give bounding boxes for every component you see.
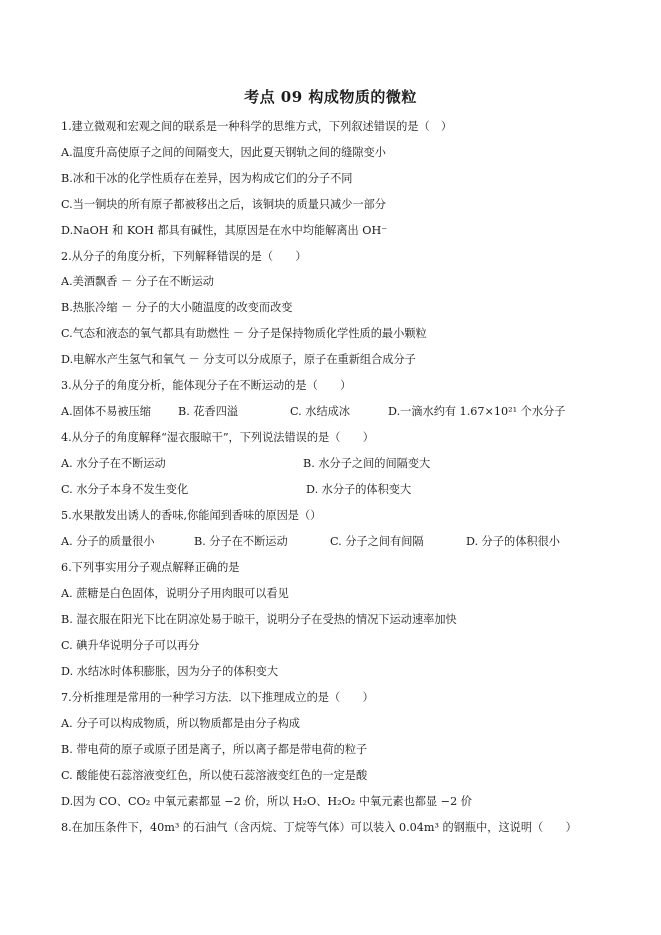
question-3-option-c: C. 水结成冰: [290, 405, 351, 418]
question-4-option-d: D. 水分子的体积变大: [306, 483, 412, 496]
question-2-option-a: A.美酒飘香 － 分子在不断运动: [61, 275, 214, 288]
question-1-option-a: A.温度升高使原子之间的间隔变大，因此夏天钢轨之间的缝隙变小: [61, 146, 386, 159]
question-7-option-c: C. 酸能使石蕊溶液变红色，所以使石蕊溶液变红色的一定是酸: [61, 769, 368, 782]
question-4-stem: 4.从分子的角度解释“湿衣服晾干”，下列说法错误的是（ ）: [61, 431, 374, 444]
question-6-option-b: B. 湿衣服在阳光下比在阴凉处易于晾干，说明分子在受热的情况下运动速率加快: [61, 613, 457, 626]
page-title: 考点 09 构成物质的微粒: [244, 88, 417, 106]
question-3-option-d: D.一滴水约有 1.67×10²¹ 个水分子: [388, 405, 566, 418]
question-3-stem: 3.从分子的角度分析，能体现分子在不断运动的是（ ）: [61, 379, 352, 392]
question-1-option-d: D.NaOH 和 KOH 都具有碱性，其原因是在水中均能解离出 OH⁻: [61, 224, 388, 237]
question-6-option-c: C. 碘升华说明分子可以再分: [61, 639, 200, 652]
question-2-option-b: B.热胀冷缩 － 分子的大小随温度的改变而改变: [61, 301, 293, 314]
question-2-option-d: D.电解水产生氢气和氧气 － 分支可以分成原子，原子在重新组合成分子: [61, 353, 416, 366]
question-6-stem: 6.下列事实用分子观点解释正确的是: [61, 561, 240, 574]
question-5-option-d: D. 分子的体积很小: [466, 535, 560, 548]
question-1-stem: 1.建立微观和宏观之间的联系是一种科学的思维方式，下列叙述错误的是（ ）: [61, 120, 453, 133]
question-2-stem: 2.从分子的角度分析，下列解释错误的是（ ）: [61, 250, 307, 263]
question-4-option-c: C. 水分子本身不发生变化: [61, 483, 189, 496]
question-5-option-b: B. 分子在不断运动: [194, 535, 288, 548]
question-2-option-c: C.气态和液态的氧气都具有助燃性 － 分子是保持物质化学性质的最小颗粒: [61, 327, 427, 340]
question-1-option-b: B.冰和干冰的化学性质存在差异，因为构成它们的分子不同: [61, 172, 353, 185]
question-6-option-a: A. 蔗糖是白色固体，说明分子用肉眼可以看见: [61, 587, 289, 600]
question-3-option-b: B. 花香四溢: [178, 405, 239, 418]
question-4-option-a: A. 水分子在不断运动: [61, 457, 166, 470]
question-5-stem: 5.水果散发出诱人的香味,你能闻到香味的原因是（）: [61, 509, 322, 522]
question-7-option-a: A. 分子可以构成物质，所以物质都是由分子构成: [61, 717, 300, 730]
question-8-stem: 8.在加压条件下，40m³ 的石油气（含丙烷、丁烷等气体）可以装入 0.04m³ 的钢瓶中，这说明（ ）: [61, 821, 577, 834]
question-3-option-a: A.固体不易被压缩: [61, 405, 151, 418]
question-4-option-b: B. 水分子之间的间隔变大: [303, 457, 431, 470]
question-5-option-c: C. 分子之间有间隔: [330, 535, 424, 548]
question-5-option-a: A. 分子的质量很小: [61, 535, 155, 548]
question-7-option-b: B. 带电荷的原子或原子团是离子，所以离子都是带电荷的粒子: [61, 743, 368, 756]
question-7-option-d: D.因为 CO、CO₂ 中氧元素都显 −2 价，所以 H₂O、H₂O₂ 中氧元素也都显 −2 价: [61, 795, 472, 808]
question-6-option-d: D. 水结冰时体积膨胀，因为分子的体积变大: [61, 665, 279, 678]
question-7-stem: 7.分析推理是常用的一种学习方法．以下推理成立的是（ ）: [61, 691, 374, 704]
question-1-option-c: C.当一铜块的所有原子都被移出之后，该铜块的质量只减少一部分: [61, 198, 386, 211]
